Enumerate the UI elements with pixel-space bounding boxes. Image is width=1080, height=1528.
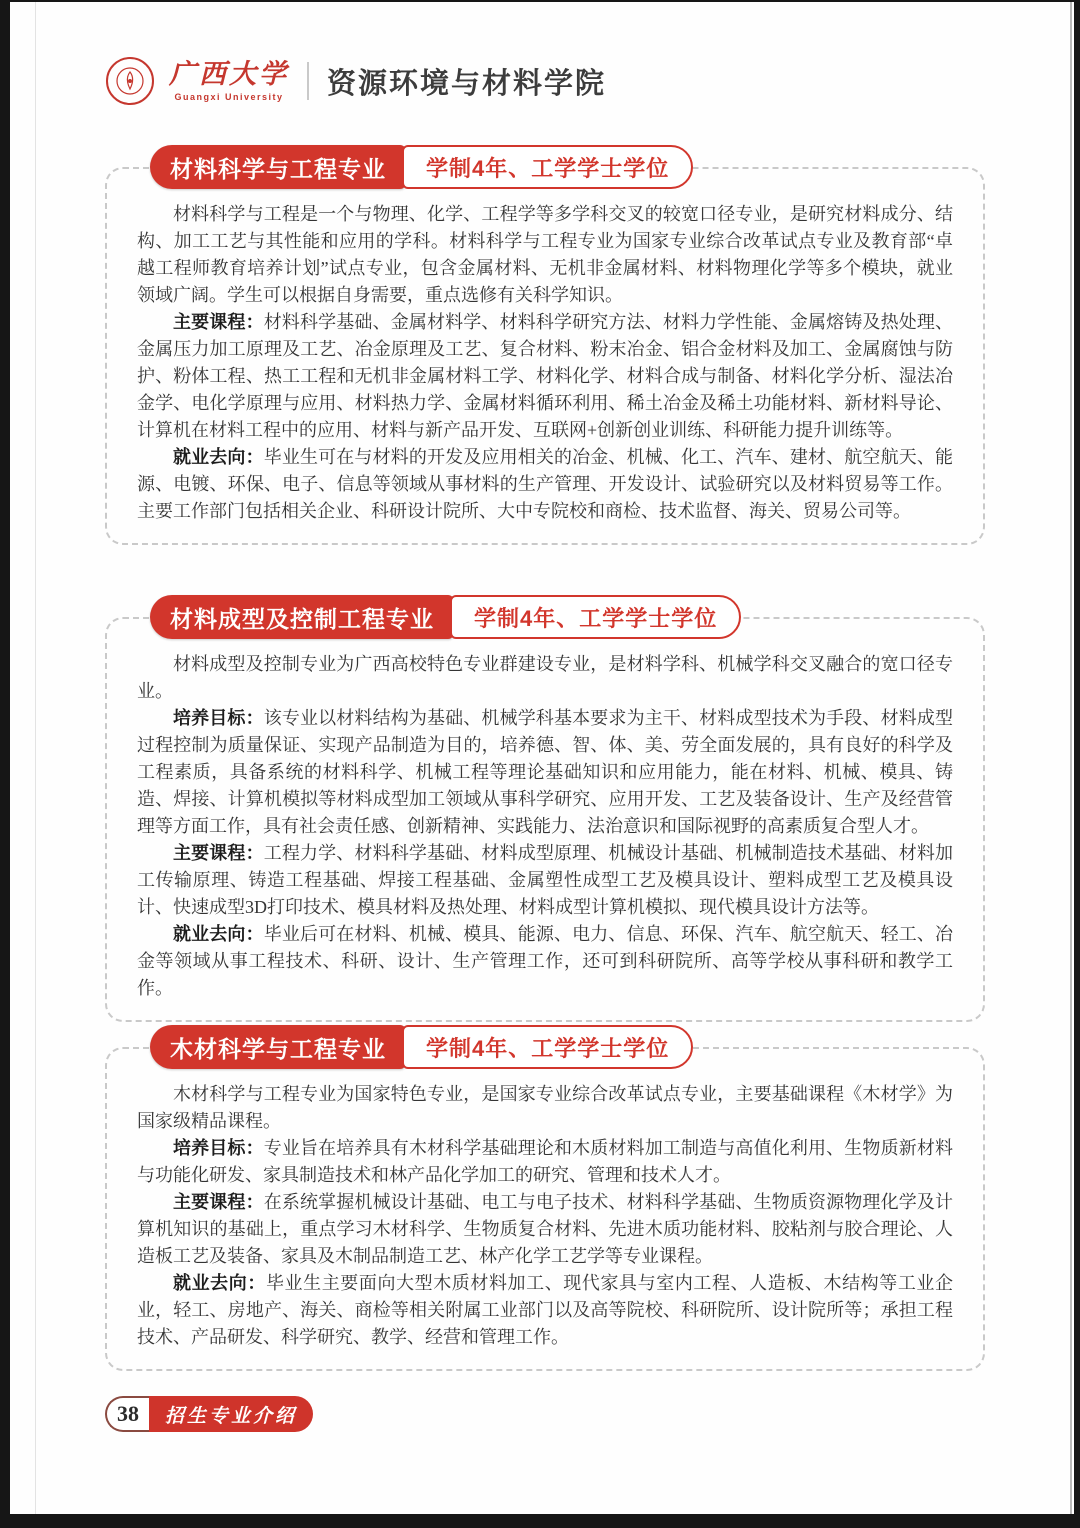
program-content-box	[105, 167, 985, 545]
paragraph	[137, 1270, 953, 1351]
paragraph-label: 培养目标：	[173, 1138, 264, 1158]
header-divider	[307, 62, 309, 100]
footer-booklet-label: 招生专业介绍	[149, 1396, 313, 1432]
page-footer	[105, 1396, 313, 1432]
program-degree-badge: 学制4年、工学学士学位	[402, 1025, 693, 1069]
program-section-materials-science	[105, 145, 985, 545]
paragraph-label: 就业去向：	[173, 447, 264, 467]
paragraph-text: 工程力学、材料科学基础、材料成型原理、机械设计基础、机械制造技术基础、材料加工传输原理、铸造工程基础、焊接工程基础、金属塑性成型工艺及模具设计、塑料成型工艺及模具设计、快速成型3D打印技术、模具材料及热处理、材料成型计算机模拟、现代模具设计方法等。	[137, 843, 954, 917]
paragraph-text: 材料成型及控制专业为广西高校特色专业群建设专业，是材料学科、机械学科交叉融合的宽口径专业。	[137, 654, 953, 701]
paragraph-text: 专业旨在培养具有木材科学基础理论和木质材料加工制造与高值化利用、生物质新材料与功能化研发、家具制造技术和林产品化学加工的研究、管理和技术人才。	[137, 1138, 954, 1185]
paragraph	[137, 705, 953, 840]
program-section-materials-forming	[105, 595, 985, 1022]
program-title-badge: 木材科学与工程专业	[150, 1025, 406, 1069]
paragraph-text: 毕业后可在材料、机械、模具、能源、电力、信息、环保、汽车、航空航天、轻工、冶金等领域从事工程技术、科研、设计、生产管理工作，还可到科研院所、高等学校从事科研和教学工作。	[137, 924, 954, 998]
document-page	[10, 2, 1074, 1514]
university-name-zh: 广西大学	[169, 58, 289, 89]
paragraph-text: 材料科学与工程是一个与物理、化学、工程学等多学科交叉的较宽口径专业，是研究材料成分、结构、加工工艺与其性能和应用的学科。材料科学与工程专业为国家专业综合改革试点专业及教育部“卓越工程师教育培养计划”试点专业，包含金属材料、无机非金属材料、材料物理化学等多个模块，就业领域广阔。学生可以根据自身需要，重点选修有关科学知识。	[137, 204, 953, 305]
paragraph	[137, 201, 953, 309]
paragraph	[137, 651, 953, 705]
program-title-badge: 材料成型及控制工程专业	[150, 595, 454, 639]
paragraph	[137, 444, 953, 525]
paragraph-text: 在系统掌握机械设计基础、电工与电子技术、材料科学基础、生物质资源物理化学及计算机知识的基础上，重点学习木材科学、生物质复合材料、先进木质功能材料、胶粘剂与胶合理论、人造板工艺及装备、家具及木制品制造工艺、林产化学工艺学等专业课程。	[137, 1192, 954, 1266]
page-header	[105, 56, 606, 106]
paragraph	[137, 1189, 953, 1270]
page-right-edge-line	[1070, 2, 1072, 1514]
paragraph	[137, 921, 953, 1002]
program-section-wood-science	[105, 1025, 985, 1371]
program-degree-badge: 学制4年、工学学士学位	[402, 145, 693, 189]
page-number: 38	[105, 1396, 149, 1432]
paragraph-text: 毕业生主要面向大型木质材料加工、现代家具与室内工程、人造板、木结构等工业企业，轻工、房地产、海关、商检等相关附属工业部门以及高等院校、科研院所、设计院所等；承担工程技术、产品研发、科学研究、教学、经营和管理工作。	[137, 1273, 954, 1347]
paragraph-text: 该专业以材料结构为基础、机械学科基本要求为主干、材料成型技术为手段、材料成型过程控制为质量保证、实现产品制造为目的，培养德、智、体、美、劳全面发展的，具有良好的科学及工程素质，具备系统的材料科学、机械工程等理论基础知识和应用能力，能在材料、机械、模具、铸造、焊接、计算机模拟等材料成型加工领域从事科学研究、应用开发、工艺及装备设计、生产及经营管理等方面工作，具有社会责任感、创新精神、实践能力、法治意识和国际视野的高素质复合型人才。	[137, 708, 954, 836]
program-content-box	[105, 1047, 985, 1371]
page-crease-line	[35, 2, 36, 1514]
university-logo-text	[169, 58, 289, 102]
university-seal-icon	[105, 56, 155, 106]
paragraph-label: 就业去向：	[173, 924, 264, 944]
paragraph-text: 木材科学与工程专业为国家特色专业，是国家专业综合改革试点专业，主要基础课程《木材学》为国家级精品课程。	[137, 1084, 953, 1131]
section-header	[150, 1025, 693, 1069]
program-degree-badge: 学制4年、工学学士学位	[450, 595, 741, 639]
section-header	[150, 595, 741, 639]
college-name: 资源环境与材料学院	[327, 67, 607, 100]
paragraph	[137, 1135, 953, 1189]
paragraph-label: 培养目标：	[173, 708, 264, 728]
paragraph-text: 毕业生可在与材料的开发及应用相关的冶金、机械、化工、汽车、建材、航空航天、能源、电镀、环保、电子、信息等领域从事材料的生产管理、开发设计、试验研究以及材料贸易等工作。主要工作部门包括相关企业、科研设计院所、大中专院校和商检、技术监督、海关、贸易公司等。	[137, 447, 954, 521]
paragraph-label: 主要课程：	[173, 843, 264, 863]
paragraph-label: 主要课程：	[173, 1192, 264, 1212]
paragraph-text: 材料科学基础、金属材料学、材料科学研究方法、材料力学性能、金属熔铸及热处理、金属压力加工原理及工艺、冶金原理及工艺、复合材料、粉末冶金、铝合金材料及加工、金属腐蚀与防护、粉体工程、热工工程和无机非金属材料工学、材料化学、材料合成与制备、材料化学分析、湿法冶金学、电化学原理与应用、材料热力学、金属材料循环利用、稀土冶金及稀土功能材料、新材料导论、计算机在材料工程中的应用、材料与新产品开发、互联网+创新创业训练、科研能力提升训练等。	[137, 312, 954, 440]
program-title-badge: 材料科学与工程专业	[150, 145, 406, 189]
paragraph	[137, 840, 953, 921]
paragraph-label: 就业去向：	[173, 1273, 266, 1293]
paragraph	[137, 1081, 953, 1135]
university-name-en: Guangxi University	[174, 91, 284, 102]
paragraph-label: 主要课程：	[173, 312, 264, 332]
program-content-box	[105, 617, 985, 1022]
section-header	[150, 145, 693, 189]
paragraph	[137, 309, 953, 444]
